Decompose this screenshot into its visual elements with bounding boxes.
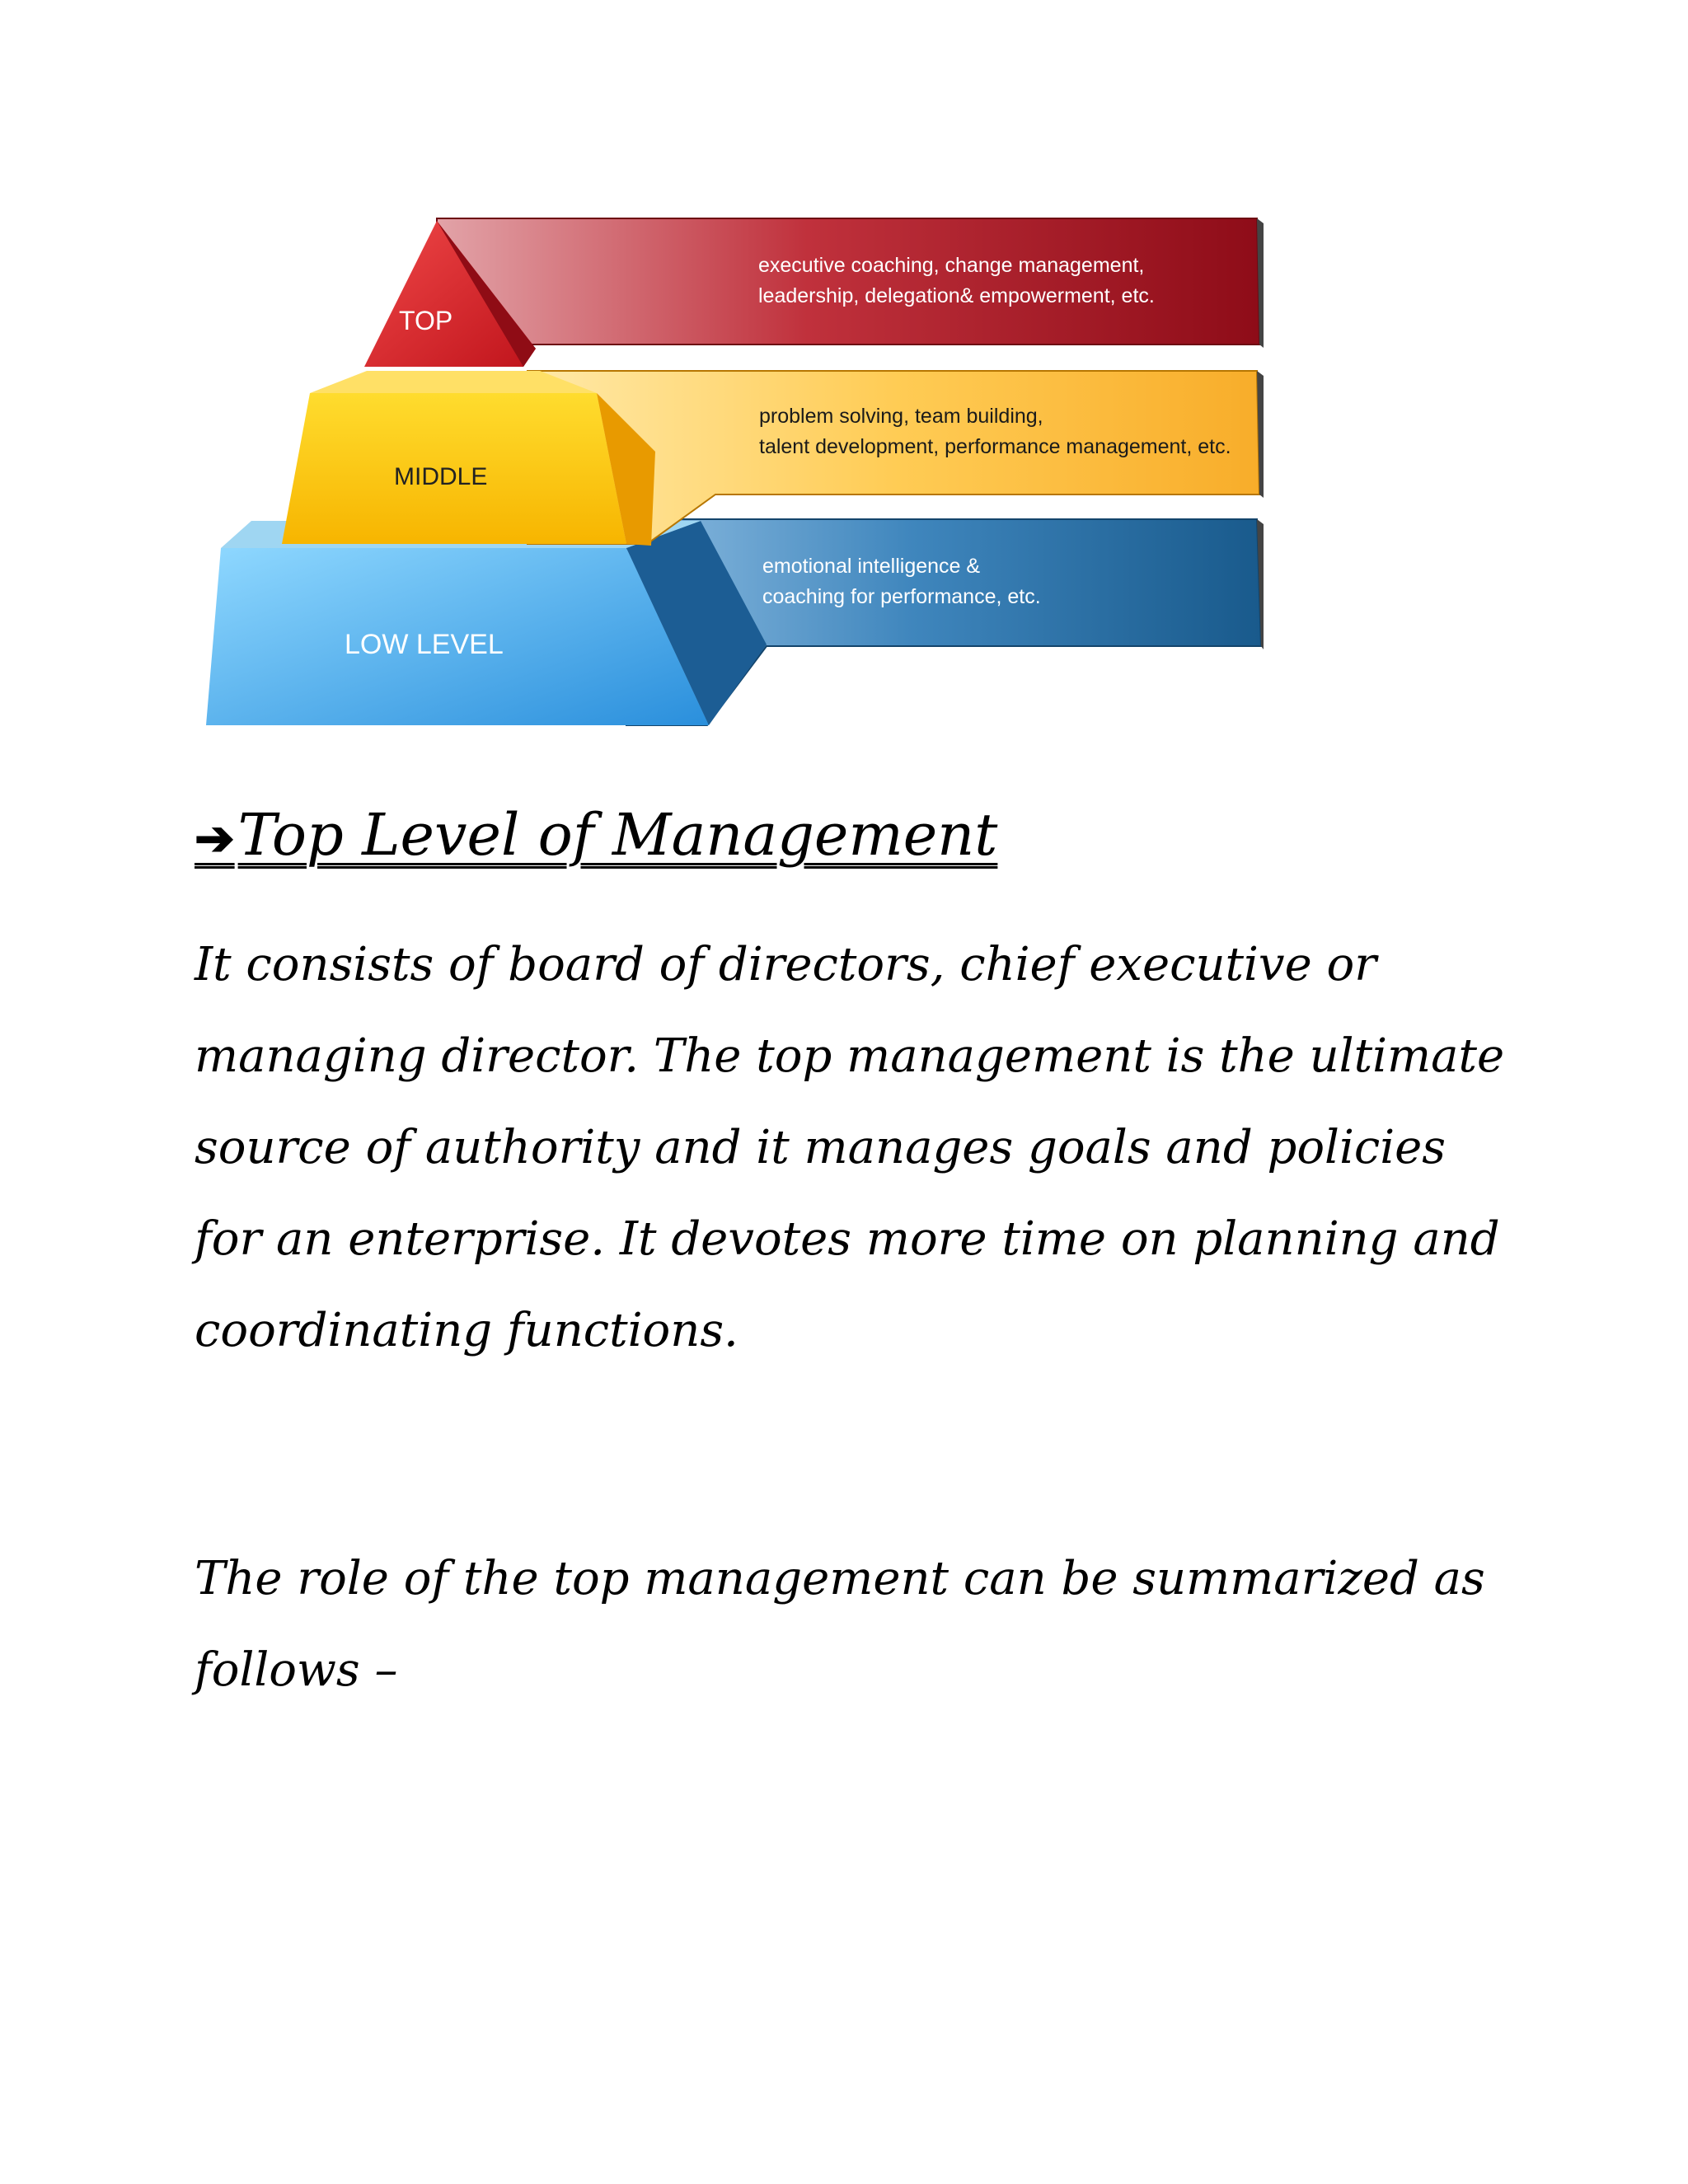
arrow-right-icon: ➔ [195,810,235,866]
middle-level-desc-line-1: problem solving, team building, [759,405,1043,428]
paragraph-top-management-description: It consists of board of directors, chief executive or managing director. The top management is the ultimate source of authority and it manages goals and policies for an enterprise. It devotes more time on planning and coordinating functions. [195,938,1505,1357]
management-levels-diagram [0,0,1688,742]
section-heading-text: Top Level of Management [237,801,998,869]
low-level-name: LOW LEVEL [345,629,504,660]
section-heading [195,795,997,878]
top-level-name: TOP [399,306,453,335]
top-level-desc-line-1: executive coaching, change management, [758,254,1145,277]
top-level-desc-line-2: leadership, delegation& empowerment, etc. [758,284,1155,307]
low-level-desc-line-2: coaching for performance, etc. [762,585,1041,608]
low-level-desc-line-1: emotional intelligence & [762,555,981,578]
level-top [364,218,1264,367]
level-low [206,519,1264,725]
middle-level-desc-line-2: talent development, performance management, etc. [759,435,1231,458]
paragraph-role-intro: The role of the top management can be summarized as follows – [195,1552,1485,1697]
middle-level-name: MIDDLE [394,463,488,490]
